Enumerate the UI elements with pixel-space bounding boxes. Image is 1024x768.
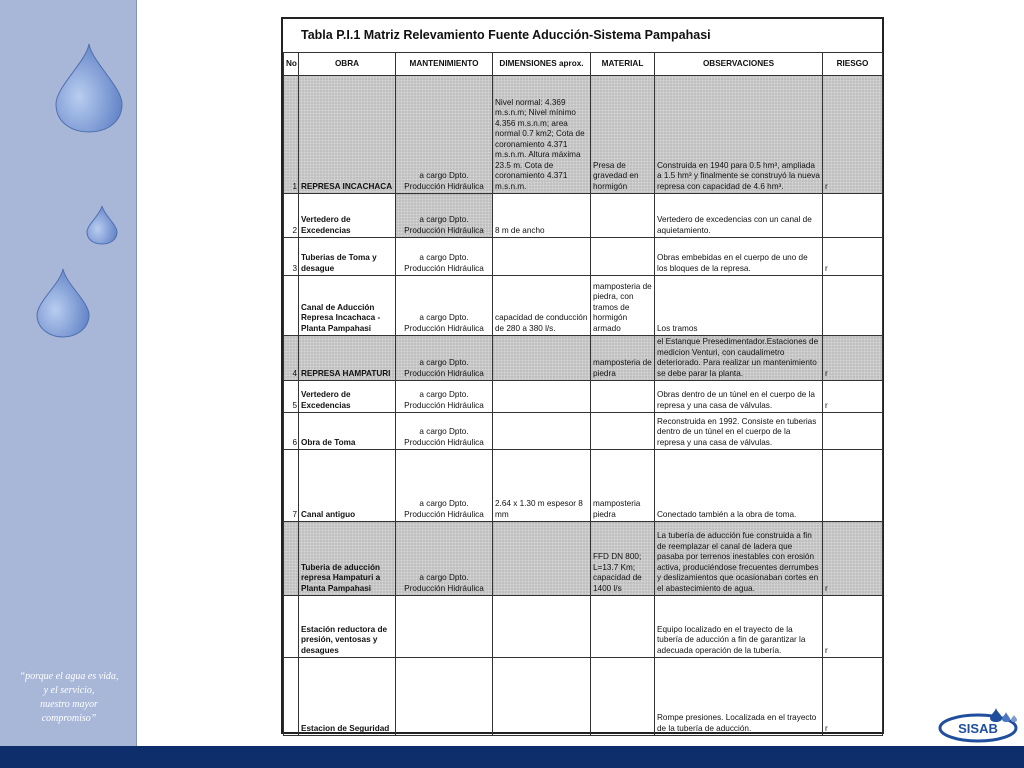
slogan-line: “porque el agua es vida, bbox=[19, 671, 119, 682]
cell-no: 3 bbox=[284, 238, 299, 276]
cell-riesgo bbox=[823, 413, 883, 450]
cell-obra: Tuberia de aducción represa Hampaturi a Planta Pampahasi bbox=[299, 522, 396, 596]
table-row bbox=[284, 413, 883, 450]
table-row bbox=[284, 450, 883, 522]
cell-mantenimiento: a cargo Dpto. Producción Hidráulica bbox=[396, 413, 493, 450]
cell-obra: Obra de Toma bbox=[299, 413, 396, 450]
cell-obra: Estación reductora de presión, ventosas y desagues bbox=[299, 596, 396, 658]
cell-obra: Vertedero de Excedencias bbox=[299, 381, 396, 413]
table-row bbox=[284, 194, 883, 238]
cell-riesgo bbox=[823, 450, 883, 522]
cell-obra: Estacion de Seguridad bbox=[299, 658, 396, 736]
table-row bbox=[284, 336, 883, 381]
cell-observaciones: Obras embebidas en el cuerpo de uno de los bloques de la represa. bbox=[655, 238, 823, 276]
table-row bbox=[284, 276, 883, 336]
cell-observaciones: Obras dentro de un túnel en el cuerpo de la represa y una casa de válvulas. bbox=[655, 381, 823, 413]
logo-text: SISAB bbox=[958, 721, 998, 736]
cell-riesgo: r bbox=[823, 336, 883, 381]
cell-no: 7 bbox=[284, 450, 299, 522]
table-row bbox=[284, 658, 883, 736]
cell-material: mamposteria de piedra bbox=[591, 336, 655, 381]
cell-dimensiones bbox=[493, 522, 591, 596]
table-title: Tabla P.I.1 Matriz Relevamiento Fuente Aducción-Sistema Pampahasi bbox=[301, 28, 711, 42]
cell-riesgo: r bbox=[823, 522, 883, 596]
cell-mantenimiento: a cargo Dpto. Producción Hidráulica bbox=[396, 238, 493, 276]
cell-dimensiones bbox=[493, 658, 591, 736]
cell-dimensiones bbox=[493, 238, 591, 276]
cell-material: FFD DN 800; L=13.7 Km; capacidad de 1400 l/s bbox=[591, 522, 655, 596]
bottom-bar bbox=[0, 746, 1024, 768]
cell-observaciones: Conectado también a la obra de toma. bbox=[655, 450, 823, 522]
left-sidebar bbox=[0, 0, 137, 746]
cell-obra: Canal antiguo bbox=[299, 450, 396, 522]
table-row bbox=[284, 381, 883, 413]
cell-dimensiones bbox=[493, 336, 591, 381]
cell-dimensiones: 2.64 x 1.30 m espesor 8 mm bbox=[493, 450, 591, 522]
cell-material: Presa de gravedad en hormigón bbox=[591, 76, 655, 194]
table-row bbox=[284, 238, 883, 276]
cell-material bbox=[591, 596, 655, 658]
cell-obra: Vertedero de Excedencias bbox=[299, 194, 396, 238]
document-page bbox=[281, 17, 884, 734]
cell-no: 1 bbox=[284, 76, 299, 194]
cell-riesgo bbox=[823, 194, 883, 238]
cell-material bbox=[591, 658, 655, 736]
cell-obra: Tuberias de Toma y desague bbox=[299, 238, 396, 276]
cell-dimensiones: capacidad de conducción de 280 a 380 l/s. bbox=[493, 276, 591, 336]
cell-material: mamposteria piedra bbox=[591, 450, 655, 522]
cell-obra: REPRESA HAMPATURI bbox=[299, 336, 396, 381]
cell-dimensiones bbox=[493, 381, 591, 413]
cell-no: 2 bbox=[284, 194, 299, 238]
header-no: No bbox=[284, 53, 299, 76]
cell-material bbox=[591, 238, 655, 276]
cell-no bbox=[284, 276, 299, 336]
cell-observaciones: el Estanque Presedimentador.Estaciones de medicion Venturi, con caudalimetro deteriorado. Para realizar un mantenimiento se debe parar la planta. bbox=[655, 336, 823, 381]
cell-observaciones: Los tramos bbox=[655, 276, 823, 336]
cell-mantenimiento: a cargo Dpto. Producción Hidráulica bbox=[396, 276, 493, 336]
survey-matrix-table bbox=[283, 52, 883, 736]
cell-dimensiones: 8 m de ancho bbox=[493, 194, 591, 238]
header-mantenimiento: MANTENIMIENTO bbox=[396, 53, 493, 76]
table-row bbox=[284, 596, 883, 658]
cell-observaciones: Rompe presiones. Localizada en el trayecto de la tubería de aducción. bbox=[655, 658, 823, 736]
cell-riesgo bbox=[823, 276, 883, 336]
cell-no bbox=[284, 658, 299, 736]
cell-riesgo: r bbox=[823, 596, 883, 658]
cell-dimensiones: Nivel normal: 4.369 m.s.n.m; Nivel mínimo 4.356 m.s.n.m; area normal 0.7 km2; Cota de coronamiento 4.371 m.s.n.m. Altura máxima 23.5 m. Cota de coronamiento 4.371 m.s.n.m. bbox=[493, 76, 591, 194]
header-riesgo: RIESGO bbox=[823, 53, 883, 76]
cell-mantenimiento bbox=[396, 596, 493, 658]
cell-material bbox=[591, 194, 655, 238]
cell-observaciones: Construida en 1940 para 0.5 hm³, ampliada a 1.5 hm³ y finalmente se construyó la nueva represa con capacidad de 4.6 hm³. bbox=[655, 76, 823, 194]
cell-observaciones: La tubería de aducción fue construida a fin de reemplazar el canal de ladera que pasaba por terrenos inestables con erosión activa, produciéndose frecuentes derrumbes y deslizamientos que ocasionaban cortes en el abastecimiento de agua. bbox=[655, 522, 823, 596]
slogan-line: compromiso” bbox=[41, 713, 97, 724]
water-drop-large-icon bbox=[54, 42, 124, 134]
cell-observaciones: Equipo localizado en el trayecto de la tubería de aducción a fin de garantizar la adecuada operación de la tubería. bbox=[655, 596, 823, 658]
slogan-line: y el servicio, bbox=[43, 685, 95, 696]
header-dimensiones: DIMENSIONES aprox. bbox=[493, 53, 591, 76]
header-obra: OBRA bbox=[299, 53, 396, 76]
water-drop-medium-icon bbox=[36, 268, 90, 338]
cell-no bbox=[284, 596, 299, 658]
cell-no: 4 bbox=[284, 336, 299, 381]
cell-no bbox=[284, 522, 299, 596]
cell-observaciones: Reconstruida en 1992. Consiste en tuberias dentro de un túnel en el cuerpo de la represa y una casa de válvulas. bbox=[655, 413, 823, 450]
cell-no: 6 bbox=[284, 413, 299, 450]
header-material: MATERIAL bbox=[591, 53, 655, 76]
cell-mantenimiento: a cargo Dpto. Producción Hidráulica bbox=[396, 381, 493, 413]
sisab-logo bbox=[938, 704, 1022, 744]
cell-observaciones: Vertedero de excedencias con un canal de aquietamiento. bbox=[655, 194, 823, 238]
cell-mantenimiento: a cargo Dpto. Producción Hidráulica bbox=[396, 450, 493, 522]
cell-riesgo: r bbox=[823, 658, 883, 736]
cell-obra: Canal de Aducción Represa Incachaca - Planta Pampahasi bbox=[299, 276, 396, 336]
cell-riesgo: r bbox=[823, 76, 883, 194]
cell-material bbox=[591, 381, 655, 413]
table-row bbox=[284, 76, 883, 194]
cell-dimensiones bbox=[493, 596, 591, 658]
table-header-row bbox=[284, 53, 883, 76]
cell-riesgo: r bbox=[823, 238, 883, 276]
cell-mantenimiento: a cargo Dpto. Producción Hidráulica bbox=[396, 194, 493, 238]
table-row bbox=[284, 522, 883, 596]
cell-obra: REPRESA INCACHACA bbox=[299, 76, 396, 194]
cell-mantenimiento: a cargo Dpto. Producción Hidráulica bbox=[396, 76, 493, 194]
cell-material: mamposteria de piedra, con tramos de hormigón armado bbox=[591, 276, 655, 336]
cell-mantenimiento: a cargo Dpto. Producción Hidráulica bbox=[396, 522, 493, 596]
cell-dimensiones bbox=[493, 413, 591, 450]
cell-riesgo: r bbox=[823, 381, 883, 413]
cell-material bbox=[591, 413, 655, 450]
header-observaciones: OBSERVACIONES bbox=[655, 53, 823, 76]
cell-mantenimiento bbox=[396, 658, 493, 736]
slogan-line: nuestro mayor bbox=[40, 699, 98, 710]
cell-mantenimiento: a cargo Dpto. Producción Hidráulica bbox=[396, 336, 493, 381]
cell-no: 5 bbox=[284, 381, 299, 413]
water-drop-small-icon bbox=[86, 205, 118, 245]
slogan-quote bbox=[8, 670, 130, 726]
